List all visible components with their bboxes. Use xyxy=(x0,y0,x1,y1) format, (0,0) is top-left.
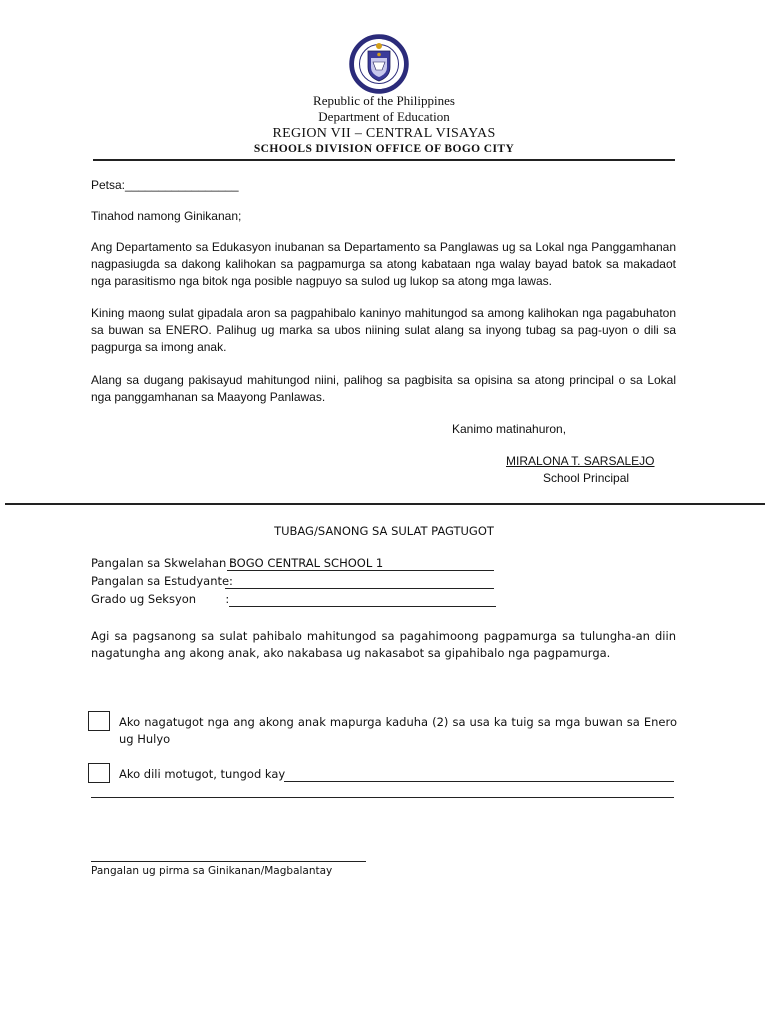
disagree-option-label: Ako dili motugot, tungod kay xyxy=(119,767,286,781)
student-name-input[interactable] xyxy=(225,574,494,589)
reply-title: TUBAG/SANONG SA SULAT PAGTUGOT xyxy=(274,524,494,538)
date-label: Petsa: xyxy=(91,178,126,192)
republic-line: Republic of the Philippines xyxy=(313,93,455,108)
acknowledgement-statement: Agi sa pagsanong sa sulat pahibalo mahitungod sa pagahimoong pagpamurga sa tulungha-an diin nagatungha ang akong anak, ako nakabasa ug nakasabot sa gipahibalo nga pagpamurga. xyxy=(91,629,676,660)
student-name-label: Pangalan sa Estudyante: xyxy=(91,574,233,588)
school-name-input[interactable] xyxy=(227,556,494,571)
deped-seal-logo xyxy=(349,34,409,94)
division-line: SCHOOLS DIVISION OFFICE OF BOGO CITY xyxy=(253,143,515,155)
signature-label: Pangalan ug pirma sa Ginikanan/Magbalantay xyxy=(91,865,333,877)
paragraph-1: Ang Departamento sa Edukasyon inubanan sa Departamento sa Panglawas ug sa Lokal nga Panggamhanan nagpasiugda sa dakong kalihokan sa pagpamurga sa atong kabataan nga walay bayad batok sa makadaot nga parasitismo nga bitok nga posible nagpuyo sa sulod ug lukop sa atong mga lawas. xyxy=(91,240,676,288)
closing: Kanimo matinahuron, xyxy=(452,422,567,436)
school-name-label: Pangalan sa Skwelahan : xyxy=(91,556,234,570)
grade-section-input[interactable] xyxy=(229,592,496,607)
paragraph-2: Kining maong sulat gipadala aron sa pagpahibalo kaninyo mahitungod sa among kalihokan nga pagabuhaton sa buwan sa ENERO. Palihug ug marka sa ubos niining sulat alang sa inyong tubag sa pag-uyon o dili sa pagpurga sa imong anak. xyxy=(91,306,676,354)
signatory-title: School Principal xyxy=(543,471,630,485)
grade-section-field xyxy=(91,592,501,608)
school-name-field xyxy=(91,556,501,572)
date-field xyxy=(91,177,239,194)
agree-option-label: Ako nagatugot nga ang akong anak mapurga kaduha (2) sa usa ka tuig sa mga buwan sa Enero ug Hulyo xyxy=(119,715,677,746)
disagree-checkbox[interactable] xyxy=(88,763,110,783)
reply-separator xyxy=(5,503,765,505)
disagree-reason-input-line1[interactable] xyxy=(284,781,674,782)
region-line: REGION VII – CENTRAL VISAYAS xyxy=(272,126,496,141)
signature-line[interactable] xyxy=(91,861,366,862)
student-name-field xyxy=(91,574,501,590)
letterhead-divider xyxy=(93,159,675,161)
salutation: Tinahod namong Ginikanan; xyxy=(91,209,242,223)
school-name-value: BOGO CENTRAL SCHOOL 1 xyxy=(229,556,384,570)
agree-checkbox[interactable] xyxy=(88,711,110,731)
disagree-reason-input-line2[interactable] xyxy=(91,797,674,798)
department-line: Department of Education xyxy=(318,109,450,124)
paragraph-3: Alang sa dugang pakisayud mahitungod niini, palihog sa pagbisita sa opisina sa atong principal o sa Lokal nga panggamhanan sa Maayong Panlawas. xyxy=(91,373,676,404)
grade-section-label: Grado ug Seksyon : xyxy=(91,592,230,606)
signatory-name: MIRALONA T. SARSALEJO xyxy=(506,454,655,468)
date-blank: _________________ xyxy=(125,178,239,192)
